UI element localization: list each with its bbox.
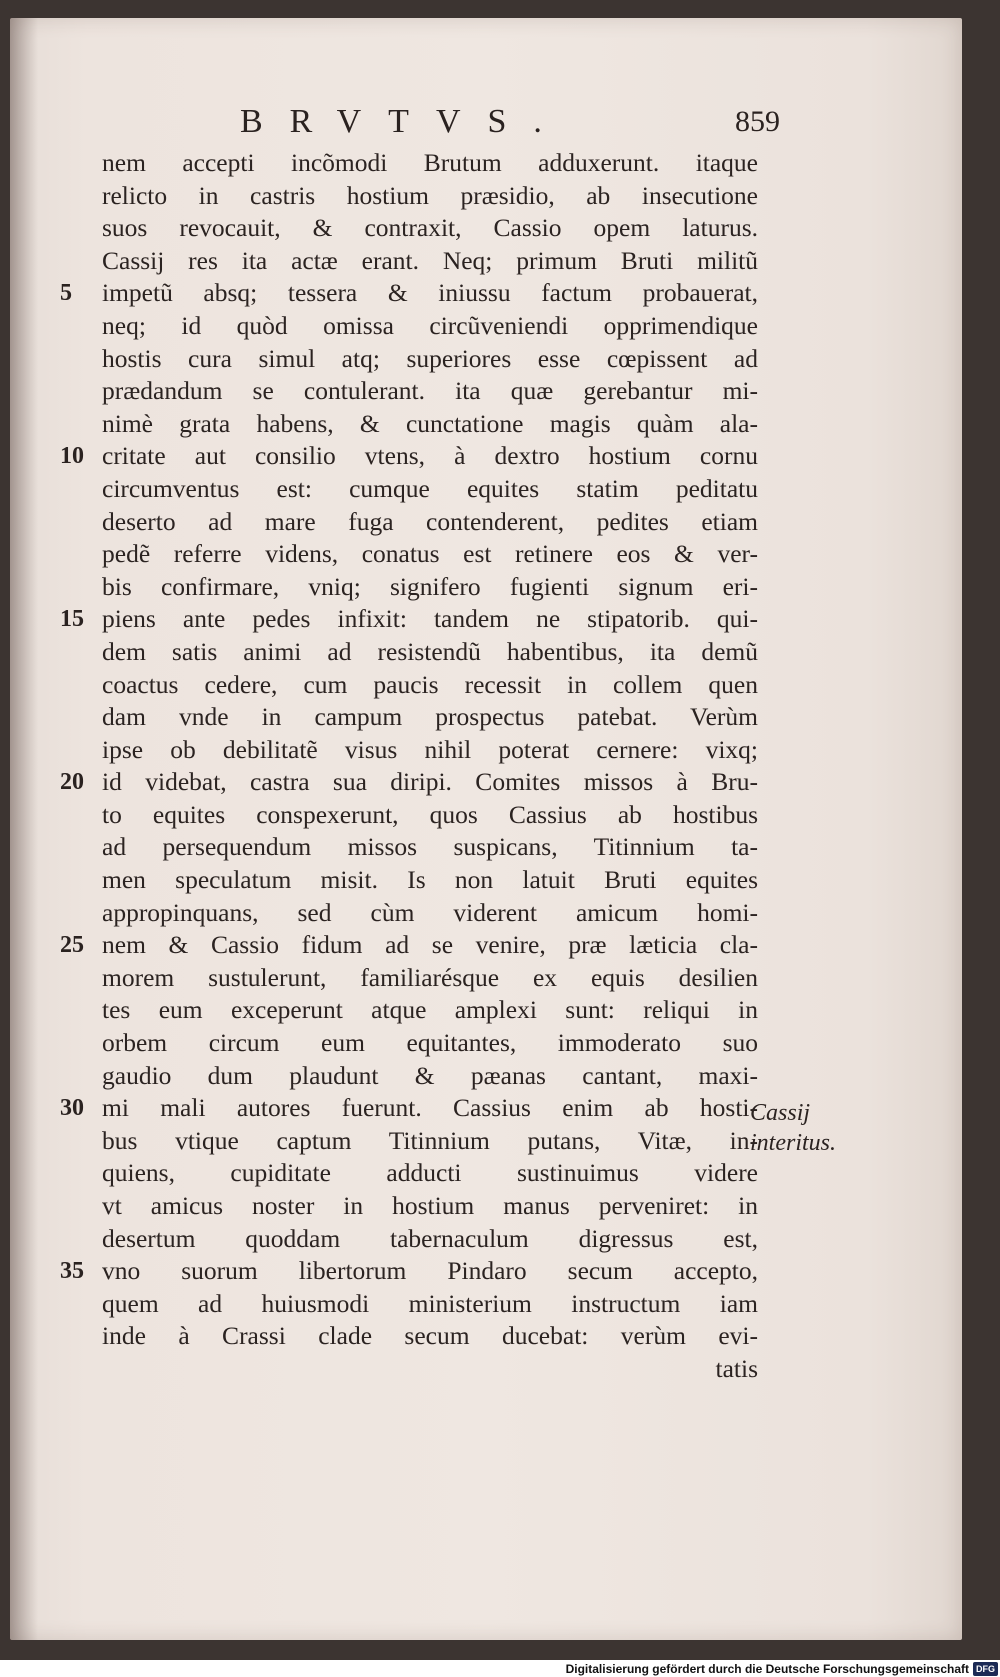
gutter-shadow (10, 18, 38, 1640)
line-number: 20 (60, 769, 84, 796)
text-line (60, 1288, 760, 1321)
line-text: prædandum se contulerant. ita quæ gerebantur mi- (102, 376, 758, 406)
text-line (60, 831, 760, 864)
line-text: Cassij res ita actæ erant. Neq; primum Bruti militũ (102, 245, 758, 275)
line-text: desertum quoddam tabernaculum digressus est, (102, 1223, 758, 1253)
text-line (60, 766, 760, 799)
text-line (60, 636, 760, 669)
text-line (60, 734, 760, 767)
main-text-block (60, 147, 760, 1386)
line-text: gaudio dum plaudunt & pæanas cantant, maxi- (102, 1060, 758, 1090)
text-line (60, 994, 760, 1027)
line-number: 15 (60, 606, 84, 633)
line-number: 5 (60, 280, 72, 307)
line-text: nem & Cassio fidum ad se venire, præ læticia cla- (102, 930, 758, 960)
line-text: men speculatum misit. Is non latuit Bruti equites (102, 865, 758, 895)
page-header (240, 103, 780, 147)
line-text: deserto ad mare fuga contenderent, pedites etiam (102, 506, 758, 536)
line-text: hostis cura simul atq; superiores esse cœpissent ad (102, 343, 758, 373)
line-text: suos revocauit, & contraxit, Cassio opem laturus. (102, 213, 758, 243)
line-number: 30 (60, 1095, 84, 1122)
text-line (60, 1092, 760, 1125)
text-line (60, 603, 760, 636)
text-line (60, 799, 760, 832)
line-text: pedẽ referre videns, conatus est retinere eos & ver- (102, 539, 758, 569)
text-line (60, 1157, 760, 1190)
line-text: dam vnde in campum prospectus patebat. Verùm (102, 702, 758, 732)
text-line (60, 375, 760, 408)
line-text: ipse ob debilitatẽ visus nihil poterat cernere: vixq; (102, 734, 758, 764)
catchword-line (60, 1353, 760, 1386)
line-text: tatis (715, 1353, 758, 1383)
dfg-logo: DFG (973, 1662, 998, 1676)
line-text: bis confirmare, vniq; signifero fugienti signum eri- (102, 571, 758, 601)
credit-text: Digitalisierung gefördert durch die Deutsche Forschungsgemeinschaft (565, 1662, 969, 1676)
line-text: mi mali autores fuerunt. Cassius enim ab hosti- (102, 1093, 758, 1123)
line-text: relicto in castris hostium præsidio, ab insecutione (102, 180, 758, 210)
text-line (60, 929, 760, 962)
line-text: quem ad huiusmodi ministerium instructum iam (102, 1288, 758, 1318)
running-head: BRVTVS. (240, 103, 569, 140)
text-line (60, 864, 760, 897)
line-text: inde à Crassi clade secum ducebat: verùm evi- (102, 1321, 758, 1351)
text-line (60, 180, 760, 213)
text-line (60, 147, 760, 180)
text-line (60, 701, 760, 734)
text-line (60, 408, 760, 441)
text-line (60, 245, 760, 278)
line-text: coactus cedere, cum paucis recessit in collem quen (102, 669, 758, 699)
text-line (60, 1027, 760, 1060)
text-line (60, 571, 760, 604)
text-line (60, 1320, 760, 1353)
line-text: nem accepti incõmodi Brutum adduxerunt. itaque (102, 148, 758, 177)
text-line (60, 1190, 760, 1223)
text-line (60, 310, 760, 343)
line-text: quiens, cupiditate adducti sustinuimus videre (102, 1158, 758, 1188)
line-text: tes eum exceperunt atque amplexi sunt: reliqui in (102, 995, 758, 1025)
line-number: 35 (60, 1258, 84, 1285)
line-number: 25 (60, 932, 84, 959)
page-number: 859 (735, 105, 780, 138)
text-line (60, 669, 760, 702)
line-text: vt amicus noster in hostium manus perveniret: in (102, 1191, 758, 1220)
line-text: bus vtique captum Titinnium putans, Vitæ, in- (102, 1125, 758, 1155)
line-text: piens ante pedes infixit: tandem ne stipatorib. qui- (102, 604, 758, 634)
line-number: 10 (60, 443, 84, 470)
line-text: circumventus est: cumque equites statim peditatu (102, 473, 758, 503)
line-text: orbem circum eum equitantes, immoderato suo (102, 1028, 758, 1058)
text-line (60, 1060, 760, 1093)
line-text: vno suorum libertorum Pindaro secum accepto, (102, 1256, 758, 1286)
line-text: to equites conspexerunt, quos Cassius ab hostibus (102, 799, 758, 829)
text-line (60, 277, 760, 310)
text-line (60, 343, 760, 376)
text-line (60, 962, 760, 995)
line-text: id videbat, castra sua diripi. Comites missos à Bru- (102, 767, 758, 797)
text-line (60, 1255, 760, 1288)
marginal-note: Cassij interitus. (750, 1100, 837, 1156)
text-line (60, 473, 760, 506)
line-text: neq; id quòd omissa circũveniendi opprimendique (102, 310, 758, 340)
line-text: dem satis animi ad resistendũ habentibus, ita demũ (102, 636, 758, 666)
line-text: appropinquans, sed cùm viderent amicum homi- (102, 897, 758, 927)
text-line (60, 1125, 760, 1158)
text-line (60, 440, 760, 473)
line-text: morem sustulerunt, familiarésque ex equis desilien (102, 962, 758, 992)
line-text: nimè grata habens, & cunctatione magis quàm ala- (102, 408, 758, 438)
text-line (60, 212, 760, 245)
text-line (60, 506, 760, 539)
line-text: ad persequendum missos suspicans, Titinnium ta- (102, 832, 758, 862)
text-line (60, 897, 760, 930)
text-line (60, 538, 760, 571)
line-text: impetũ absq; tessera & iniussu factum probauerat, (102, 278, 758, 308)
digitization-credit (566, 1661, 998, 1677)
line-text: critate aut consilio vtens, à dextro hostium cornu (102, 441, 758, 471)
text-line (60, 1223, 760, 1256)
